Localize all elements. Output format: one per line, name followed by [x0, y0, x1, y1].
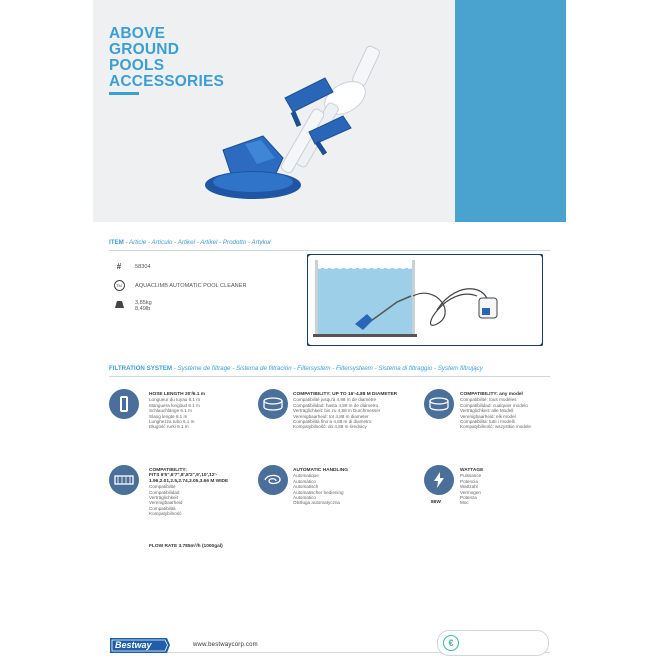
hero-title-line: ABOVE: [109, 25, 166, 42]
compat-diameter-line: Compatibilità fino a 4,88 m di diametro: [293, 419, 372, 425]
compat-model-spec: [460, 392, 531, 430]
hose-length-line: Manguera longitud 6.1 m: [149, 402, 200, 408]
pool-installation-diagram: [307, 254, 543, 346]
compat-fits-spec: [149, 468, 228, 517]
item-code-row: [113, 262, 151, 271]
compat-fits-line: Kompatybilność: [149, 511, 182, 517]
spec-sheet: [93, 0, 566, 660]
website-link[interactable]: www.bestwaycorp.com: [193, 642, 258, 648]
hash-icon: #: [116, 262, 122, 271]
hero-underline: [109, 92, 139, 95]
item-name: AQUACLIMB AUTOMATIC POOL CLEANER: [135, 282, 247, 289]
compat-fits-sizes-m: 1.96,2.01,2.5,2.74,3.05,3.66 M WIDE: [149, 478, 229, 484]
hero-title-line: POOLS: [109, 57, 165, 74]
wattage-spec: [460, 468, 483, 506]
compat-diameter-line: Compatibilidad: hasta 4,88 m de diámetro: [293, 402, 379, 408]
item-code: 58304: [135, 263, 151, 270]
compat-model-line: Verenigbaarheid: elk model: [460, 413, 516, 419]
filtration-label: FILTRATION SYSTEM: [109, 365, 173, 372]
hero-title-line: GROUND: [109, 41, 180, 58]
filtration-section-heading: [109, 365, 483, 372]
handling-line: Automatico: [293, 495, 316, 501]
compat-fits-heading: COMPATIBILITY:: [149, 468, 187, 473]
compat-fits-line: Compatibilità: [149, 505, 176, 511]
compat-model-line: Compatibilità: tutti i modelli: [460, 419, 515, 425]
pool-diameter-icon: [258, 389, 288, 419]
item-weight-kg: 3,85kg: [135, 300, 152, 306]
hose-length-icon: [109, 389, 139, 419]
hero-title-line: ACCESSORIES: [109, 73, 225, 90]
weight-icon: [113, 300, 125, 308]
compat-fits-sizes-ft: FITS 6'5",6'7",8',8'2",9',10',12'-: [149, 473, 218, 479]
wattage-line: Puissance: [460, 473, 482, 479]
hose-length-line: Schlauchlänge 6.1 m: [149, 408, 192, 414]
item-divider: [109, 250, 550, 251]
item-weight-lb: 8,49lb: [135, 306, 151, 312]
item-label: ITEM: [109, 239, 124, 246]
handling-line: Automatischer bediening: [293, 489, 344, 495]
wattage-value-text: 86W: [431, 500, 441, 505]
compat-model-line: Verträglichkeit: alle Modell: [460, 408, 514, 414]
frame-pool-icon: [109, 465, 139, 495]
pool-cleaner-image: [193, 40, 413, 210]
filtration-translations: - Système de filtrage - Sistema de filtración - Filtersystem - Filtersysteem - Sistema di filtraggio - System filtrujący: [172, 365, 483, 372]
compat-model-heading: COMPATIBILITY: any model: [460, 392, 523, 397]
hose-length-spec: [149, 392, 205, 430]
compat-model-line: Compatibilité: tous modèles: [460, 397, 517, 403]
compat-model-line: Kompatybilność: wszystkie modele: [460, 424, 531, 430]
item-translations: - Article - Artículo - Artikel - Artikel - Prodotto - Artykuł: [123, 239, 271, 246]
trademark-icon-text: TM: [114, 280, 125, 291]
bestway-logo: [109, 637, 171, 654]
compat-diameter-line: Compatibilité jusqu'à 4,88 m de diamètre: [293, 397, 377, 403]
wattage-line: Potencia: [460, 478, 478, 484]
compat-diameter-line: Kompatybilność: do 4,88 m średnicy: [293, 424, 367, 430]
wattage-line: Vermogen: [460, 489, 481, 495]
bestway-logo-text: Bestway: [115, 640, 152, 650]
compat-fits-line: Verträglichkeit: [149, 495, 178, 501]
compat-fits-line: Compatibilidad: [149, 489, 180, 495]
compat-diameter-spec: [293, 392, 397, 430]
wattage-heading: WATTAGE: [460, 468, 484, 473]
hose-length-line: Longueur du tuyau 6.1 m: [149, 397, 201, 403]
price-box: [437, 630, 549, 656]
compat-diameter-heading: COMPATIBILITY: UP TO 16'-4.88 M DIAMETER: [293, 392, 398, 397]
hose-length-heading: HOSE LENGTH 20'/6.1 m: [149, 392, 206, 397]
hose-length-line: Lunghezza tubo 6.1 m: [149, 419, 195, 425]
pool-model-icon: [424, 389, 454, 419]
item-section-heading: [109, 239, 270, 246]
handling-line: Automatique: [293, 473, 319, 479]
item-name-row: [113, 280, 246, 291]
hero-banner: [93, 0, 566, 222]
automatic-handling-icon: [258, 465, 288, 495]
wattage-line: Wattzahl: [460, 484, 478, 490]
handling-line: Automático: [293, 478, 316, 484]
compat-fits-line: Compatibilité: [149, 484, 176, 490]
hero-accent-panel: [455, 0, 566, 222]
hose-length-line: Długość rurki 6.1 m: [149, 424, 189, 430]
flow-rate: FLOW RATE 3.785m³/h (1000gal): [149, 544, 223, 549]
euro-icon: €: [443, 635, 459, 651]
compat-fits-line: Verenigbaarheid: [149, 500, 183, 506]
handling-heading: AUTOMATIC HANDLING: [293, 468, 348, 473]
handling-line: Obsługa automatyczna: [293, 500, 340, 506]
handling-spec: [293, 468, 348, 506]
wattage-value: [431, 500, 441, 505]
compat-diameter-line: Verenigbaarheid: tot 4,88 m diameter: [293, 413, 369, 419]
compat-model-line: Compatibilidad: cualquier modelo: [460, 402, 528, 408]
wattage-line: Potenza: [460, 495, 477, 501]
filtration-divider: [109, 376, 550, 377]
lightning-icon: [424, 465, 454, 495]
item-weight-row: [113, 300, 152, 312]
handling-line: Automatisch: [293, 484, 319, 490]
compat-diameter-line: Verträglichkeit: bis zu 4,88 m Durchmesser: [293, 408, 381, 414]
wattage-line: Moc: [460, 500, 469, 506]
hose-length-line: Slang lengte 6.1 m: [149, 413, 188, 419]
trademark-icon: [113, 280, 125, 291]
